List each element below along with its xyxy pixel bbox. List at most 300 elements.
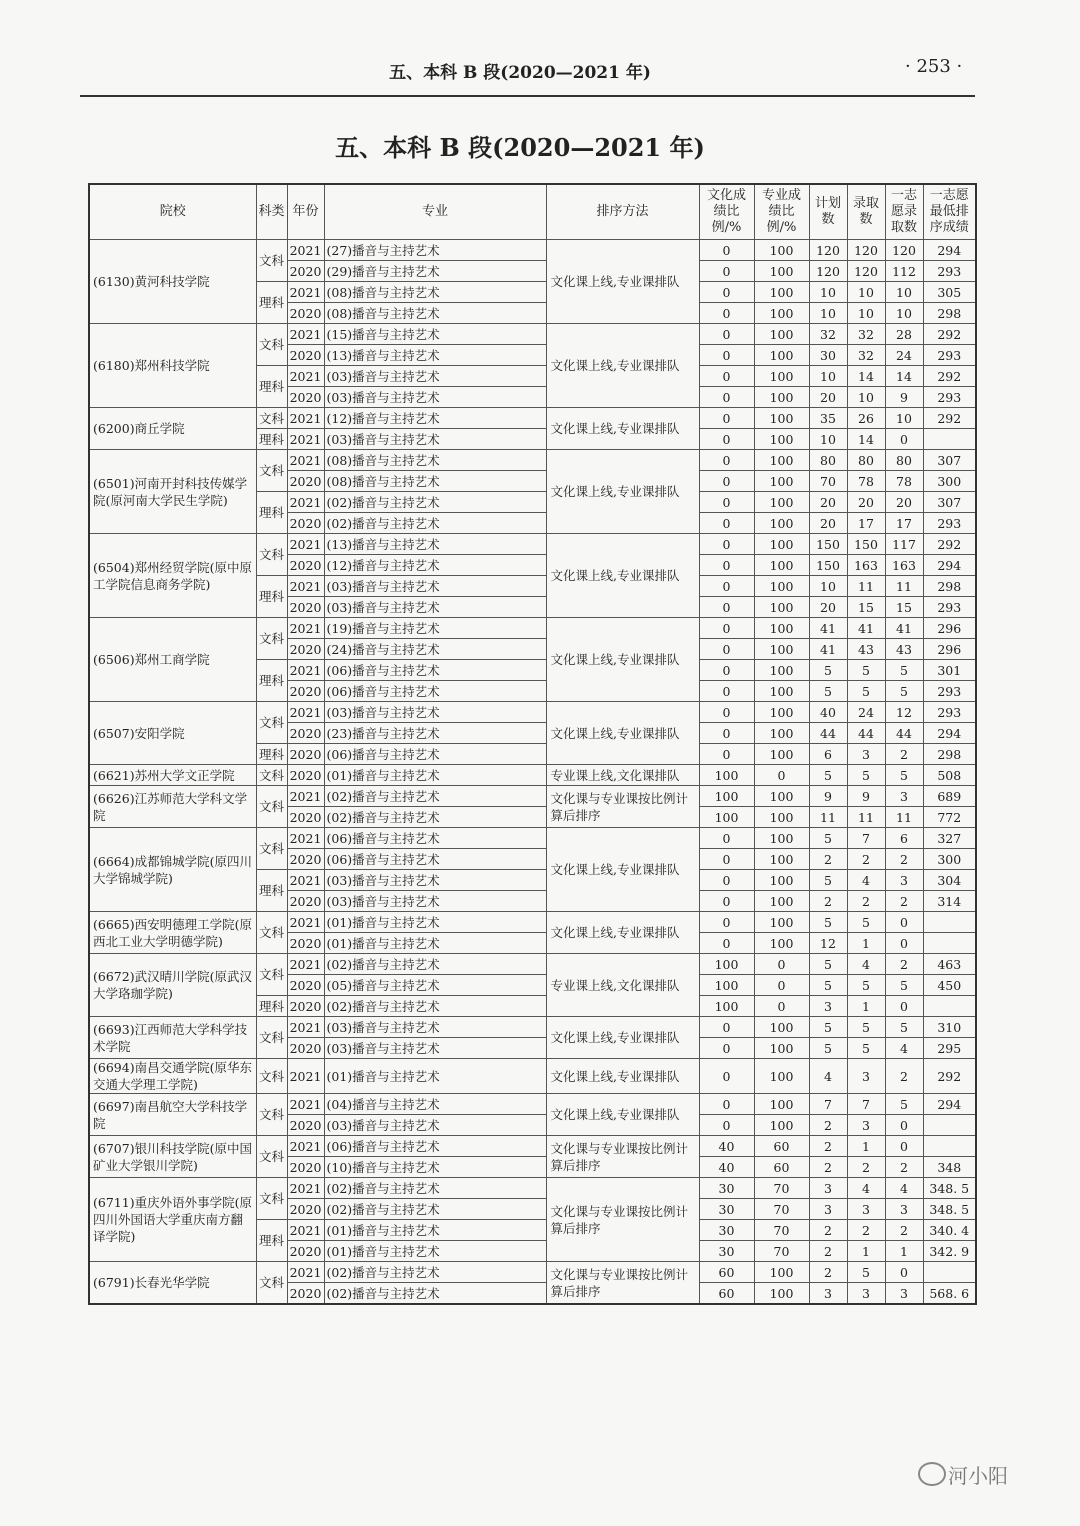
major-name: (23)播音与主持艺术 — [324, 723, 546, 744]
category: 文科 — [256, 240, 287, 282]
admitted: 11 — [847, 807, 885, 828]
wechat-icon — [918, 1462, 946, 1486]
category: 理科 — [256, 366, 287, 408]
culture-ratio: 0 — [699, 597, 754, 618]
major-name: (03)播音与主持艺术 — [324, 1115, 546, 1136]
year: 2021 — [287, 618, 324, 639]
table-row — [89, 1094, 976, 1115]
first-choice-admitted: 41 — [885, 618, 923, 639]
culture-ratio: 0 — [699, 450, 754, 471]
plan: 3 — [809, 996, 847, 1017]
col-culture-ratio: 文化成绩比例/% — [699, 184, 754, 240]
first-choice-admitted: 14 — [885, 366, 923, 387]
school-name: (6664)成都锦城学院(原四川大学锦城学院) — [89, 828, 256, 912]
plan: 70 — [809, 471, 847, 492]
culture-ratio: 30 — [699, 1220, 754, 1241]
admitted: 5 — [847, 975, 885, 996]
major-ratio: 100 — [754, 786, 809, 807]
year: 2020 — [287, 1115, 324, 1136]
ranking-method: 文化课上线,专业课排队 — [546, 618, 699, 702]
admitted: 43 — [847, 639, 885, 660]
first-choice-admitted: 5 — [885, 765, 923, 786]
first-choice-min-score: 293 — [923, 261, 976, 282]
admitted: 10 — [847, 282, 885, 303]
ranking-method: 文化课上线,专业课排队 — [546, 408, 699, 450]
first-choice-min-score — [923, 1262, 976, 1283]
plan: 9 — [809, 786, 847, 807]
school-name: (6711)重庆外语外事学院(原四川外国语大学重庆南方翻译学院) — [89, 1178, 256, 1262]
major-name: (19)播音与主持艺术 — [324, 618, 546, 639]
major-name: (13)播音与主持艺术 — [324, 345, 546, 366]
col-first-choice-min-score: 一志愿最低排序成绩 — [923, 184, 976, 240]
first-choice-min-score: 307 — [923, 450, 976, 471]
first-choice-admitted: 4 — [885, 1038, 923, 1059]
plan: 20 — [809, 597, 847, 618]
table-row — [89, 1059, 976, 1094]
first-choice-min-score: 294 — [923, 240, 976, 261]
major-ratio: 100 — [754, 849, 809, 870]
major-name: (12)播音与主持艺术 — [324, 408, 546, 429]
first-choice-min-score: 294 — [923, 1094, 976, 1115]
first-choice-admitted: 17 — [885, 513, 923, 534]
culture-ratio: 0 — [699, 240, 754, 261]
admitted: 7 — [847, 828, 885, 849]
ranking-method: 文化课上线,专业课排队 — [546, 828, 699, 912]
category: 理科 — [256, 1220, 287, 1262]
first-choice-admitted: 24 — [885, 345, 923, 366]
year: 2020 — [287, 1157, 324, 1178]
admitted: 78 — [847, 471, 885, 492]
admitted: 9 — [847, 786, 885, 807]
first-choice-min-score: 772 — [923, 807, 976, 828]
category: 文科 — [256, 408, 287, 429]
major-ratio: 100 — [754, 1094, 809, 1115]
year: 2020 — [287, 1038, 324, 1059]
first-choice-admitted: 10 — [885, 408, 923, 429]
plan: 6 — [809, 744, 847, 765]
plan: 10 — [809, 303, 847, 324]
culture-ratio: 0 — [699, 912, 754, 933]
first-choice-min-score: 293 — [923, 597, 976, 618]
ranking-method: 文化课上线,专业课排队 — [546, 534, 699, 618]
school-name: (6200)商丘学院 — [89, 408, 256, 450]
major-ratio: 100 — [754, 345, 809, 366]
school-name: (6665)西安明德理工学院(原西北工业大学明德学院) — [89, 912, 256, 954]
culture-ratio: 0 — [699, 660, 754, 681]
year: 2020 — [287, 1283, 324, 1305]
major-name: (03)播音与主持艺术 — [324, 702, 546, 723]
plan: 41 — [809, 639, 847, 660]
school-name: (6507)安阳学院 — [89, 702, 256, 765]
first-choice-min-score: 298 — [923, 576, 976, 597]
major-ratio: 0 — [754, 765, 809, 786]
plan: 5 — [809, 954, 847, 975]
first-choice-min-score — [923, 1136, 976, 1157]
section-title: 五、本科 B 段(2020—2021 年) — [335, 133, 705, 162]
category: 文科 — [256, 954, 287, 996]
first-choice-admitted: 0 — [885, 1115, 923, 1136]
admitted: 3 — [847, 1115, 885, 1136]
first-choice-admitted: 5 — [885, 1017, 923, 1038]
table-row — [89, 1136, 976, 1157]
admitted: 120 — [847, 261, 885, 282]
page-number: · 253 · — [905, 56, 963, 77]
major-ratio: 100 — [754, 933, 809, 954]
first-choice-admitted: 44 — [885, 723, 923, 744]
major-name: (24)播音与主持艺术 — [324, 639, 546, 660]
table-header-row — [89, 184, 976, 240]
major-ratio: 60 — [754, 1136, 809, 1157]
major-name: (12)播音与主持艺术 — [324, 555, 546, 576]
major-ratio: 100 — [754, 324, 809, 345]
plan: 7 — [809, 1094, 847, 1115]
col-major: 专业 — [324, 184, 546, 240]
major-name: (02)播音与主持艺术 — [324, 492, 546, 513]
first-choice-min-score — [923, 996, 976, 1017]
admitted: 2 — [847, 849, 885, 870]
culture-ratio: 0 — [699, 723, 754, 744]
table-row — [89, 702, 976, 723]
category: 文科 — [256, 912, 287, 954]
school-name: (6626)江苏师范大学科文学院 — [89, 786, 256, 828]
major-name: (03)播音与主持艺术 — [324, 1038, 546, 1059]
major-ratio: 0 — [754, 996, 809, 1017]
admitted: 10 — [847, 303, 885, 324]
first-choice-admitted: 2 — [885, 1157, 923, 1178]
category: 文科 — [256, 450, 287, 492]
culture-ratio: 0 — [699, 555, 754, 576]
major-ratio: 100 — [754, 828, 809, 849]
school-name: (6180)郑州科技学院 — [89, 324, 256, 408]
ranking-method: 文化课与专业课按比例计算后排序 — [546, 1136, 699, 1178]
first-choice-admitted: 4 — [885, 1178, 923, 1199]
major-ratio: 70 — [754, 1178, 809, 1199]
culture-ratio: 0 — [699, 303, 754, 324]
major-ratio: 100 — [754, 639, 809, 660]
year: 2020 — [287, 807, 324, 828]
plan: 2 — [809, 849, 847, 870]
first-choice-min-score: 294 — [923, 555, 976, 576]
category: 理科 — [256, 996, 287, 1017]
culture-ratio: 0 — [699, 1115, 754, 1136]
major-name: (08)播音与主持艺术 — [324, 282, 546, 303]
major-name: (01)播音与主持艺术 — [324, 1241, 546, 1262]
year: 2021 — [287, 366, 324, 387]
first-choice-min-score: 342. 9 — [923, 1241, 976, 1262]
major-ratio: 100 — [754, 492, 809, 513]
admitted: 4 — [847, 954, 885, 975]
first-choice-min-score: 293 — [923, 513, 976, 534]
school-name: (6697)南昌航空大学科技学院 — [89, 1094, 256, 1136]
major-ratio: 100 — [754, 576, 809, 597]
major-name: (05)播音与主持艺术 — [324, 975, 546, 996]
category: 文科 — [256, 765, 287, 786]
first-choice-admitted: 3 — [885, 870, 923, 891]
admitted: 26 — [847, 408, 885, 429]
year: 2020 — [287, 849, 324, 870]
first-choice-min-score: 295 — [923, 1038, 976, 1059]
major-ratio: 100 — [754, 240, 809, 261]
admitted: 20 — [847, 492, 885, 513]
first-choice-admitted: 2 — [885, 891, 923, 912]
first-choice-min-score: 301 — [923, 660, 976, 681]
plan: 2 — [809, 1157, 847, 1178]
first-choice-min-score: 292 — [923, 324, 976, 345]
first-choice-min-score: 292 — [923, 534, 976, 555]
first-choice-min-score: 348. 5 — [923, 1199, 976, 1220]
first-choice-min-score: 296 — [923, 639, 976, 660]
admitted: 4 — [847, 1178, 885, 1199]
col-plan: 计划数 — [809, 184, 847, 240]
category: 文科 — [256, 702, 287, 744]
admitted: 3 — [847, 744, 885, 765]
major-name: (03)播音与主持艺术 — [324, 576, 546, 597]
culture-ratio: 30 — [699, 1241, 754, 1262]
first-choice-admitted: 28 — [885, 324, 923, 345]
first-choice-min-score: 300 — [923, 849, 976, 870]
culture-ratio: 0 — [699, 618, 754, 639]
major-ratio: 60 — [754, 1157, 809, 1178]
table-row — [89, 534, 976, 555]
first-choice-min-score: 348. 5 — [923, 1178, 976, 1199]
admitted: 2 — [847, 1220, 885, 1241]
major-ratio: 100 — [754, 681, 809, 702]
major-name: (01)播音与主持艺术 — [324, 765, 546, 786]
table-row — [89, 1178, 976, 1199]
plan: 120 — [809, 261, 847, 282]
first-choice-admitted: 5 — [885, 1094, 923, 1115]
year: 2021 — [287, 912, 324, 933]
major-name: (03)播音与主持艺术 — [324, 1017, 546, 1038]
year: 2020 — [287, 933, 324, 954]
major-name: (02)播音与主持艺术 — [324, 1199, 546, 1220]
year: 2020 — [287, 891, 324, 912]
year: 2020 — [287, 345, 324, 366]
year: 2021 — [287, 492, 324, 513]
plan: 30 — [809, 345, 847, 366]
admitted: 5 — [847, 765, 885, 786]
first-choice-admitted: 10 — [885, 282, 923, 303]
school-name: (6672)武汉晴川学院(原武汉大学珞珈学院) — [89, 954, 256, 1017]
first-choice-admitted: 43 — [885, 639, 923, 660]
category: 文科 — [256, 1094, 287, 1136]
culture-ratio: 0 — [699, 639, 754, 660]
col-year: 年份 — [287, 184, 324, 240]
plan: 40 — [809, 702, 847, 723]
ranking-method: 文化课上线,专业课排队 — [546, 1017, 699, 1059]
first-choice-min-score: 568. 6 — [923, 1283, 976, 1305]
major-name: (02)播音与主持艺术 — [324, 1283, 546, 1305]
major-name: (01)播音与主持艺术 — [324, 912, 546, 933]
first-choice-admitted: 10 — [885, 303, 923, 324]
major-name: (03)播音与主持艺术 — [324, 891, 546, 912]
major-ratio: 100 — [754, 618, 809, 639]
plan: 2 — [809, 1115, 847, 1136]
major-name: (29)播音与主持艺术 — [324, 261, 546, 282]
plan: 5 — [809, 1017, 847, 1038]
major-name: (13)播音与主持艺术 — [324, 534, 546, 555]
col-method: 排序方法 — [546, 184, 699, 240]
first-choice-admitted: 0 — [885, 1262, 923, 1283]
ranking-method: 文化课上线,专业课排队 — [546, 912, 699, 954]
major-ratio: 100 — [754, 282, 809, 303]
major-ratio: 0 — [754, 954, 809, 975]
major-name: (01)播音与主持艺术 — [324, 1059, 546, 1094]
major-name: (03)播音与主持艺术 — [324, 429, 546, 450]
category: 文科 — [256, 1059, 287, 1094]
first-choice-min-score: 305 — [923, 282, 976, 303]
major-name: (15)播音与主持艺术 — [324, 324, 546, 345]
plan: 5 — [809, 681, 847, 702]
culture-ratio: 0 — [699, 1038, 754, 1059]
admitted: 41 — [847, 618, 885, 639]
table-row — [89, 765, 976, 786]
plan: 120 — [809, 240, 847, 261]
major-ratio: 100 — [754, 450, 809, 471]
major-name: (02)播音与主持艺术 — [324, 954, 546, 975]
year: 2021 — [287, 1220, 324, 1241]
category: 文科 — [256, 1262, 287, 1305]
admitted: 10 — [847, 387, 885, 408]
major-name: (03)播音与主持艺术 — [324, 366, 546, 387]
ranking-method: 文化课上线,专业课排队 — [546, 324, 699, 408]
year: 2020 — [287, 639, 324, 660]
first-choice-admitted: 2 — [885, 1059, 923, 1094]
school-name: (6506)郑州工商学院 — [89, 618, 256, 702]
first-choice-admitted: 20 — [885, 492, 923, 513]
culture-ratio: 0 — [699, 870, 754, 891]
category: 文科 — [256, 1178, 287, 1220]
first-choice-admitted: 0 — [885, 429, 923, 450]
table-row — [89, 1262, 976, 1283]
first-choice-min-score: 292 — [923, 366, 976, 387]
first-choice-admitted: 3 — [885, 1283, 923, 1305]
category: 文科 — [256, 534, 287, 576]
major-name: (03)播音与主持艺术 — [324, 597, 546, 618]
plan: 5 — [809, 1038, 847, 1059]
year: 2020 — [287, 765, 324, 786]
major-ratio: 100 — [754, 870, 809, 891]
year: 2021 — [287, 534, 324, 555]
culture-ratio: 0 — [699, 471, 754, 492]
major-ratio: 100 — [754, 1262, 809, 1283]
major-ratio: 100 — [754, 723, 809, 744]
major-ratio: 100 — [754, 1283, 809, 1305]
major-ratio: 100 — [754, 429, 809, 450]
first-choice-min-score — [923, 429, 976, 450]
plan: 10 — [809, 429, 847, 450]
first-choice-admitted: 120 — [885, 240, 923, 261]
plan: 44 — [809, 723, 847, 744]
plan: 3 — [809, 1199, 847, 1220]
year: 2020 — [287, 261, 324, 282]
ranking-method: 文化课上线,专业课排队 — [546, 450, 699, 534]
year: 2021 — [287, 408, 324, 429]
admitted: 1 — [847, 1241, 885, 1262]
plan: 80 — [809, 450, 847, 471]
plan: 2 — [809, 1136, 847, 1157]
first-choice-min-score — [923, 1115, 976, 1136]
first-choice-admitted: 3 — [885, 786, 923, 807]
first-choice-admitted: 15 — [885, 597, 923, 618]
major-ratio: 100 — [754, 1115, 809, 1136]
year: 2020 — [287, 723, 324, 744]
first-choice-admitted: 2 — [885, 849, 923, 870]
first-choice-min-score: 314 — [923, 891, 976, 912]
first-choice-min-score: 300 — [923, 471, 976, 492]
culture-ratio: 0 — [699, 492, 754, 513]
culture-ratio: 0 — [699, 828, 754, 849]
year: 2021 — [287, 828, 324, 849]
school-name: (6621)苏州大学文正学院 — [89, 765, 256, 786]
school-name: (6130)黄河科技学院 — [89, 240, 256, 324]
admitted: 5 — [847, 681, 885, 702]
school-name: (6501)河南开封科技传媒学院(原河南大学民生学院) — [89, 450, 256, 534]
major-name: (02)播音与主持艺术 — [324, 1262, 546, 1283]
plan: 20 — [809, 513, 847, 534]
year: 2020 — [287, 513, 324, 534]
major-name: (02)播音与主持艺术 — [324, 807, 546, 828]
major-ratio: 100 — [754, 513, 809, 534]
year: 2020 — [287, 555, 324, 576]
plan: 5 — [809, 828, 847, 849]
admitted: 7 — [847, 1094, 885, 1115]
table-row — [89, 324, 976, 345]
plan: 5 — [809, 660, 847, 681]
major-ratio: 100 — [754, 1017, 809, 1038]
admitted: 5 — [847, 912, 885, 933]
first-choice-min-score: 348 — [923, 1157, 976, 1178]
table-row — [89, 912, 976, 933]
admitted: 11 — [847, 576, 885, 597]
year: 2021 — [287, 660, 324, 681]
major-name: (01)播音与主持艺术 — [324, 933, 546, 954]
table-row — [89, 450, 976, 471]
first-choice-min-score: 293 — [923, 345, 976, 366]
admitted: 14 — [847, 366, 885, 387]
plan: 5 — [809, 765, 847, 786]
plan: 3 — [809, 1178, 847, 1199]
year: 2021 — [287, 576, 324, 597]
first-choice-admitted: 163 — [885, 555, 923, 576]
plan: 2 — [809, 1220, 847, 1241]
culture-ratio: 100 — [699, 996, 754, 1017]
culture-ratio: 0 — [699, 849, 754, 870]
culture-ratio: 30 — [699, 1178, 754, 1199]
major-ratio: 100 — [754, 408, 809, 429]
major-name: (06)播音与主持艺术 — [324, 849, 546, 870]
year: 2021 — [287, 1059, 324, 1094]
year: 2020 — [287, 996, 324, 1017]
first-choice-admitted: 0 — [885, 1136, 923, 1157]
plan: 2 — [809, 1262, 847, 1283]
culture-ratio: 0 — [699, 1017, 754, 1038]
first-choice-min-score: 298 — [923, 744, 976, 765]
first-choice-min-score: 310 — [923, 1017, 976, 1038]
col-admitted: 录取数 — [847, 184, 885, 240]
ranking-method: 文化课上线,专业课排队 — [546, 702, 699, 765]
plan: 10 — [809, 282, 847, 303]
first-choice-min-score: 296 — [923, 618, 976, 639]
first-choice-min-score: 293 — [923, 387, 976, 408]
major-ratio: 100 — [754, 534, 809, 555]
plan: 35 — [809, 408, 847, 429]
first-choice-admitted: 80 — [885, 450, 923, 471]
culture-ratio: 0 — [699, 891, 754, 912]
category: 文科 — [256, 324, 287, 366]
year: 2021 — [287, 702, 324, 723]
first-choice-admitted: 0 — [885, 996, 923, 1017]
